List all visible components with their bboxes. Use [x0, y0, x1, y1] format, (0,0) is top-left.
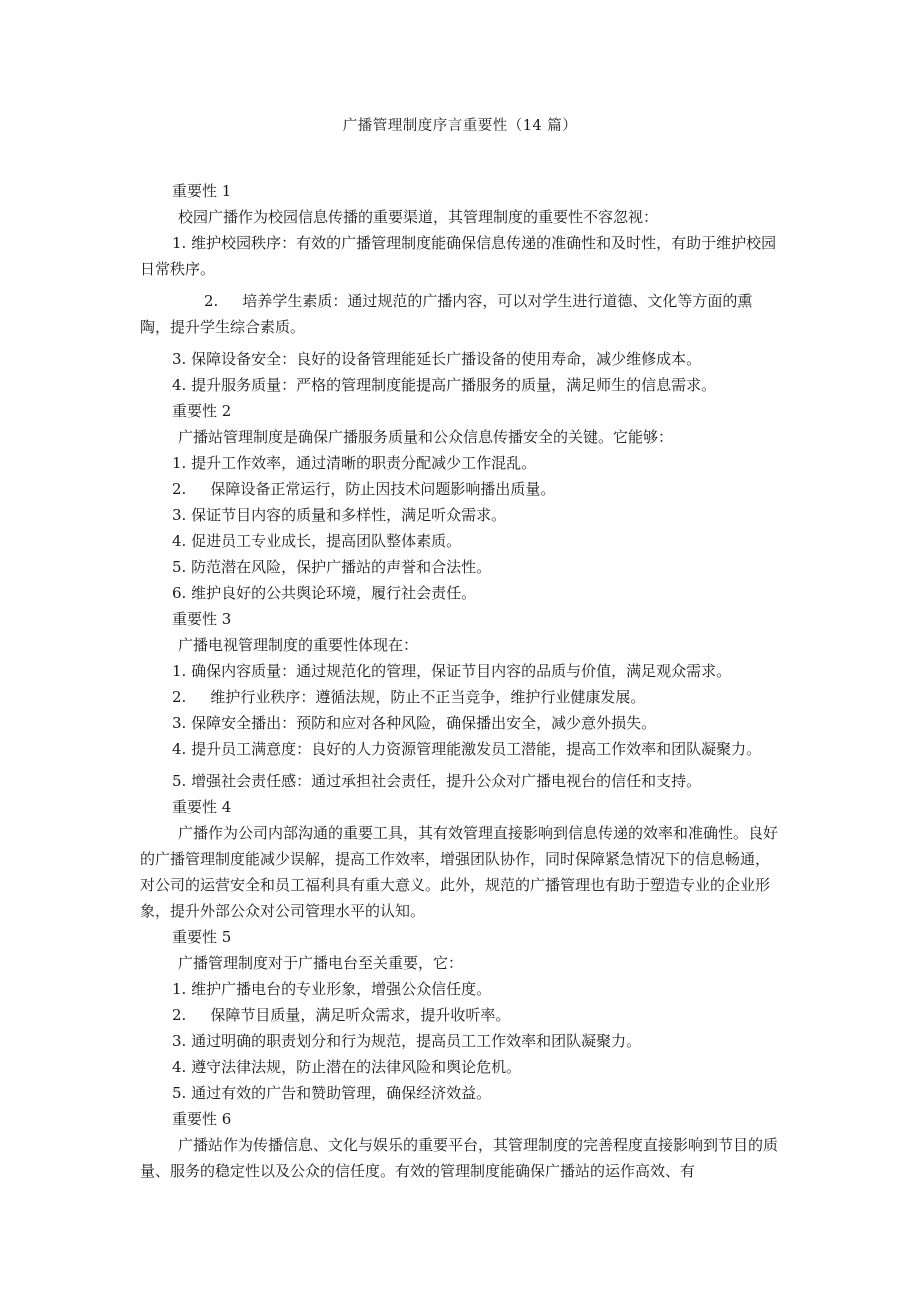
list-item-text: 保障节目质量，满足听众需求，提升收听率。: [210, 1006, 511, 1024]
list-item: 5. 通过有效的广告和赞助管理，确保经济效益。: [172, 1084, 492, 1102]
list-item-number: 2.: [172, 688, 187, 706]
section-intro: 广播电视管理制度的重要性体现在：: [178, 636, 419, 654]
document-title: 广播管理制度序言重要性（14 篇）: [342, 118, 578, 134]
section-heading: 重要性 3: [172, 610, 232, 628]
list-item: [140, 476, 780, 502]
section-intro: 广播管理制度对于广播电台至关重要，它：: [178, 954, 464, 972]
section-heading: 重要性 6: [172, 1110, 232, 1128]
list-item-text: 保障设备正常运行，防止因技术问题影响播出质量。: [210, 480, 556, 498]
section-heading: 重要性 2: [172, 402, 232, 420]
list-item: [140, 288, 780, 340]
document-body: [140, 178, 780, 1184]
section-2: [140, 398, 780, 606]
list-item: 3. 通过明确的职责划分和行为规范，提高员工工作效率和团队凝聚力。: [172, 1032, 642, 1050]
list-item: 4. 提升员工满意度：良好的人力资源管理能激发员工潜能，提高工作效率和团队凝聚力。: [172, 740, 762, 758]
list-item: 4. 促进员工专业成长，提高团队整体素质。: [172, 532, 462, 550]
list-item: 3. 保障安全播出：预防和应对各种风险，确保播出安全，减少意外损失。: [172, 714, 657, 732]
list-item: 3. 保障设备安全：良好的设备管理能延长广播设备的使用寿命，减少维修成本。: [172, 350, 702, 368]
list-item: 1. 确保内容质量：通过规范化的管理，保证节目内容的品质与价值，满足观众需求。: [172, 662, 732, 680]
list-item: 5. 增强社会责任感：通过承担社会责任，提升公众对广播电视台的信任和支持。: [172, 772, 702, 790]
section-heading: 重要性 4: [172, 798, 232, 816]
section-paragraph: 广播作为公司内部沟通的重要工具，其有效管理直接影响到信息传递的效率和准确性。良好的广播管理制度能减少误解，提高工作效率，增强团队协作，同时保障紧急情况下的信息畅通，对公司的运营安全和员工福利具有重大意义。此外，规范的广播管理也有助于塑造专业的企业形象，提升外部公众对公司管理水平的认知。: [140, 824, 779, 920]
section-heading: 重要性 5: [172, 928, 232, 946]
section-intro: 校园广播作为校园信息传播的重要渠道，其管理制度的重要性不容忽视：: [178, 208, 659, 226]
section-6: [140, 1106, 780, 1184]
list-item: 4. 遵守法律法规，防止潜在的法律风险和舆论危机。: [172, 1058, 522, 1076]
section-4: [140, 794, 780, 924]
list-item: 1. 提升工作效率，通过清晰的职责分配减少工作混乱。: [172, 454, 537, 472]
list-item-text: 培养学生素质：通过规范的广播内容，可以对学生进行道德、文化等方面的熏陶，提升学生综合素质。: [140, 292, 753, 336]
list-item: [140, 1002, 780, 1028]
list-item: 4. 提升服务质量：严格的管理制度能提高广播服务的质量，满足师生的信息需求。: [172, 376, 717, 394]
list-item: 1. 维护广播电台的专业形象，增强公众信任度。: [172, 980, 492, 998]
section-3: [140, 606, 780, 794]
list-item: 5. 防范潜在风险，保护广播站的声誉和合法性。: [172, 558, 492, 576]
list-item: 1. 维护校园秩序：有效的广播管理制度能确保信息传递的准确性和及时性，有助于维护校园日常秩序。: [140, 234, 777, 278]
list-item-number: 2.: [172, 1006, 187, 1024]
section-1: [140, 178, 780, 398]
section-5: [140, 924, 780, 1106]
list-item: 3. 保证节目内容的质量和多样性，满足听众需求。: [172, 506, 507, 524]
list-item: 6. 维护良好的公共舆论环境，履行社会责任。: [172, 584, 477, 602]
list-item-number: 2.: [172, 480, 187, 498]
list-item-text: 维护行业秩序：遵循法规，防止不正当竞争，维护行业健康发展。: [210, 688, 646, 706]
section-paragraph: 广播站作为传播信息、文化与娱乐的重要平台，其管理制度的完善程度直接影响到节目的质量、服务的稳定性以及公众的信任度。有效的管理制度能确保广播站的运作高效、有: [140, 1136, 779, 1180]
section-heading: 重要性 1: [172, 182, 232, 200]
section-intro: 广播站管理制度是确保广播服务质量和公众信息传播安全的关键。它能够：: [178, 428, 674, 446]
list-item: [140, 684, 780, 710]
list-item-number: 2.: [204, 292, 219, 310]
